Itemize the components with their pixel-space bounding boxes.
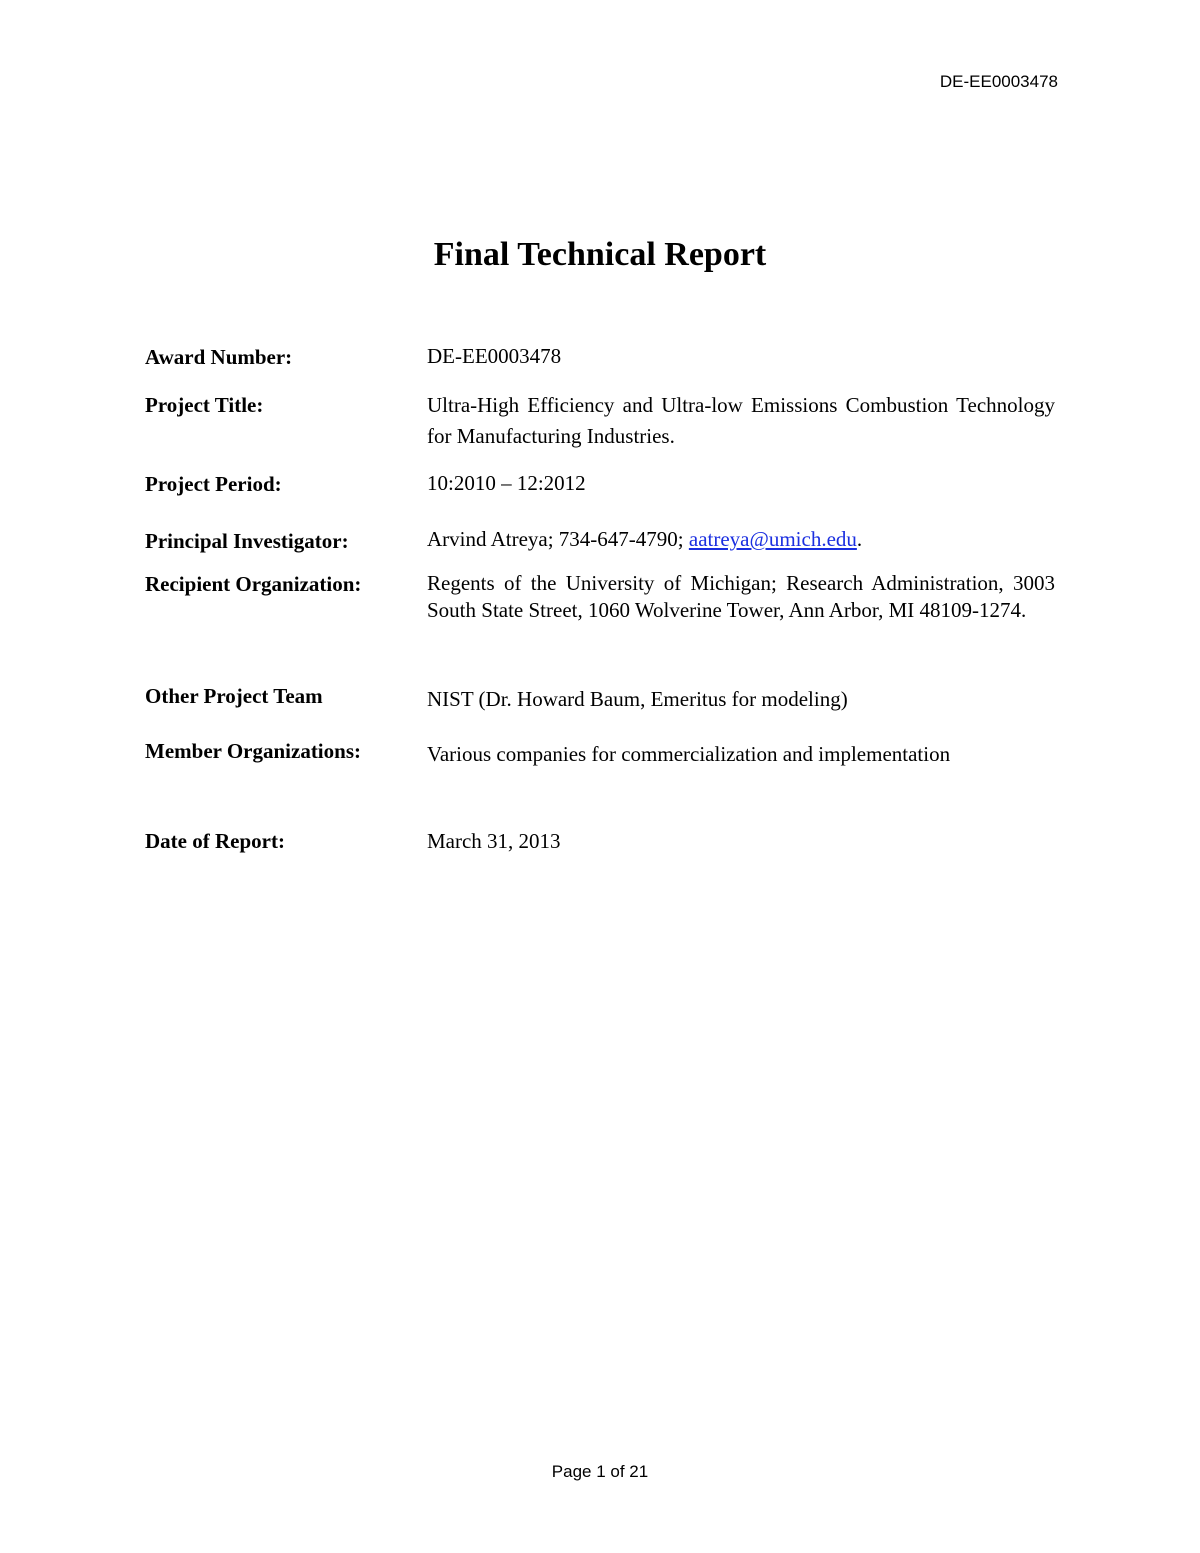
recipient-organization-value: Regents of the University of Michigan; Research Administration, 3003 South State Street, 1060 Wolverine Tower, Ann Arbor, MI 48109-1274. <box>427 571 1055 622</box>
project-title-label: Project Title: <box>145 393 264 417</box>
member-organizations-value: Various companies for commercialization and implementation <box>427 742 951 766</box>
other-project-team-label: Other Project Team <box>145 684 323 708</box>
principal-investigator-label: Principal Investigator: <box>145 529 349 553</box>
header-document-id: DE-EE0003478 <box>939 72 1058 91</box>
page-number-footer: Page 1 of 21 <box>551 1462 649 1481</box>
principal-investigator-value <box>427 526 1055 553</box>
project-period-value: 10:2010 – 12:2012 <box>427 471 586 495</box>
other-project-team-value: NIST (Dr. Howard Baum, Emeritus for modeling) <box>427 687 848 711</box>
award-number-label: Award Number: <box>145 345 293 369</box>
project-title-value: Ultra-High Efficiency and Ultra-low Emissions Combustion Technology for Manufacturing Industries. <box>427 393 1055 448</box>
date-of-report-value: March 31, 2013 <box>427 829 561 853</box>
member-organizations-label: Member Organizations: <box>145 739 361 763</box>
recipient-organization-label: Recipient Organization: <box>145 572 362 596</box>
project-period-label: Project Period: <box>145 472 282 496</box>
principal-investigator-suffix: . <box>856 527 863 551</box>
principal-investigator-contact: Arvind Atreya; 734-647-4790; <box>427 527 689 551</box>
award-number-value: DE-EE0003478 <box>427 344 562 368</box>
date-of-report-label: Date of Report: <box>145 829 285 853</box>
page-title: Final Technical Report <box>433 236 767 273</box>
principal-investigator-email-link[interactable]: aatreya@umich.edu <box>688 527 857 551</box>
